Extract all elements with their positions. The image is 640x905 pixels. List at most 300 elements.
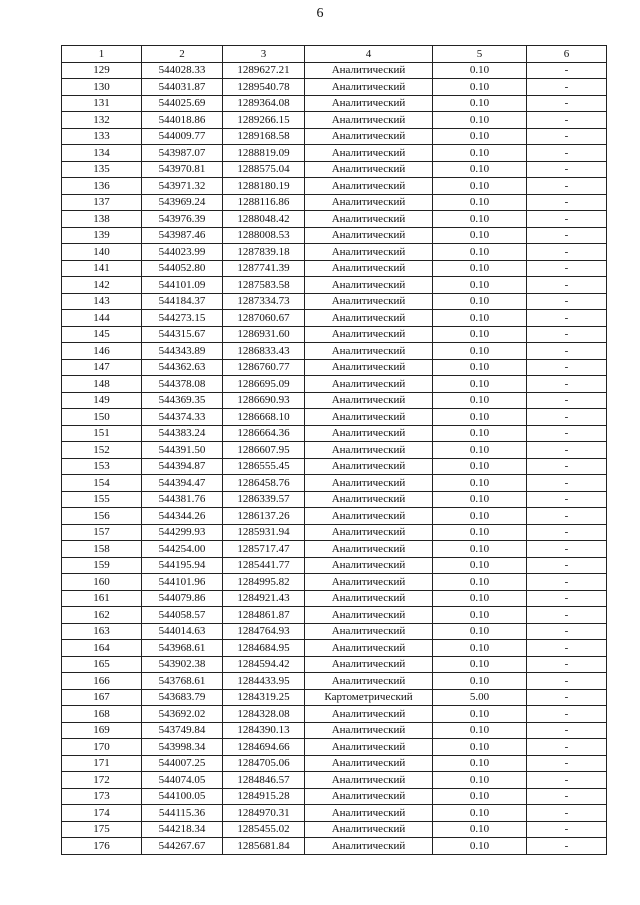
y-coordinate-cell: 1286607.95 (223, 442, 305, 459)
y-coordinate-cell: 1286664.36 (223, 425, 305, 442)
method-cell: Аналитический (305, 62, 433, 79)
note-cell: - (527, 755, 607, 772)
table-row (62, 508, 607, 525)
note-cell: - (527, 805, 607, 822)
method-cell: Аналитический (305, 112, 433, 129)
y-coordinate-cell: 1284390.13 (223, 722, 305, 739)
accuracy-cell: 0.10 (433, 838, 527, 855)
x-coordinate-cell: 543768.61 (142, 673, 223, 690)
table-row (62, 227, 607, 244)
table-row (62, 640, 607, 657)
y-coordinate-cell: 1285455.02 (223, 821, 305, 838)
point-number-cell: 164 (62, 640, 142, 657)
method-cell: Аналитический (305, 739, 433, 756)
table-row (62, 161, 607, 178)
accuracy-cell: 0.10 (433, 805, 527, 822)
x-coordinate-cell: 544014.63 (142, 623, 223, 640)
x-coordinate-cell: 544074.05 (142, 772, 223, 789)
table-row (62, 689, 607, 706)
x-coordinate-cell: 544273.15 (142, 310, 223, 327)
y-coordinate-cell: 1286931.60 (223, 326, 305, 343)
method-cell: Аналитический (305, 244, 433, 261)
table-row (62, 343, 607, 360)
note-cell: - (527, 607, 607, 624)
point-number-cell: 132 (62, 112, 142, 129)
x-coordinate-cell: 544058.57 (142, 607, 223, 624)
note-cell: - (527, 722, 607, 739)
note-cell: - (527, 376, 607, 393)
x-coordinate-cell: 544101.96 (142, 574, 223, 591)
method-cell: Аналитический (305, 590, 433, 607)
method-cell: Аналитический (305, 640, 433, 657)
point-number-cell: 169 (62, 722, 142, 739)
method-cell: Аналитический (305, 772, 433, 789)
x-coordinate-cell: 544383.24 (142, 425, 223, 442)
point-number-cell: 148 (62, 376, 142, 393)
accuracy-cell: 0.10 (433, 442, 527, 459)
y-coordinate-cell: 1286458.76 (223, 475, 305, 492)
y-coordinate-cell: 1288116.86 (223, 194, 305, 211)
note-cell: - (527, 310, 607, 327)
x-coordinate-cell: 544299.93 (142, 524, 223, 541)
y-coordinate-cell: 1286668.10 (223, 409, 305, 426)
point-number-cell: 147 (62, 359, 142, 376)
accuracy-cell: 0.10 (433, 244, 527, 261)
accuracy-cell: 0.10 (433, 772, 527, 789)
accuracy-cell: 0.10 (433, 590, 527, 607)
x-coordinate-cell: 544115.36 (142, 805, 223, 822)
point-number-cell: 172 (62, 772, 142, 789)
note-cell: - (527, 788, 607, 805)
y-coordinate-cell: 1287583.58 (223, 277, 305, 294)
point-number-cell: 159 (62, 557, 142, 574)
table-row (62, 145, 607, 162)
y-coordinate-cell: 1284433.95 (223, 673, 305, 690)
accuracy-cell: 0.10 (433, 623, 527, 640)
table-row (62, 673, 607, 690)
x-coordinate-cell: 543998.34 (142, 739, 223, 756)
y-coordinate-cell: 1288048.42 (223, 211, 305, 228)
note-cell: - (527, 772, 607, 789)
method-cell: Аналитический (305, 442, 433, 459)
point-number-cell: 143 (62, 293, 142, 310)
accuracy-cell: 0.10 (433, 392, 527, 409)
y-coordinate-cell: 1284694.66 (223, 739, 305, 756)
table-row (62, 95, 607, 112)
accuracy-cell: 0.10 (433, 425, 527, 442)
note-cell: - (527, 277, 607, 294)
point-number-cell: 176 (62, 838, 142, 855)
point-number-cell: 144 (62, 310, 142, 327)
y-coordinate-cell: 1289540.78 (223, 79, 305, 96)
note-cell: - (527, 838, 607, 855)
accuracy-cell: 0.10 (433, 706, 527, 723)
y-coordinate-cell: 1284328.08 (223, 706, 305, 723)
point-number-cell: 168 (62, 706, 142, 723)
table-row (62, 722, 607, 739)
method-cell: Аналитический (305, 574, 433, 591)
x-coordinate-cell: 544184.37 (142, 293, 223, 310)
note-cell: - (527, 491, 607, 508)
method-cell: Аналитический (305, 607, 433, 624)
method-cell: Аналитический (305, 277, 433, 294)
coordinates-table (61, 45, 607, 855)
table-row (62, 128, 607, 145)
x-coordinate-cell: 544254.00 (142, 541, 223, 558)
x-coordinate-cell: 543971.32 (142, 178, 223, 195)
point-number-cell: 154 (62, 475, 142, 492)
y-coordinate-cell: 1287334.73 (223, 293, 305, 310)
y-coordinate-cell: 1285441.77 (223, 557, 305, 574)
accuracy-cell: 0.10 (433, 541, 527, 558)
x-coordinate-cell: 544267.67 (142, 838, 223, 855)
x-coordinate-cell: 543970.81 (142, 161, 223, 178)
note-cell: - (527, 821, 607, 838)
table-row (62, 838, 607, 855)
note-cell: - (527, 541, 607, 558)
accuracy-cell: 0.10 (433, 491, 527, 508)
x-coordinate-cell: 544394.47 (142, 475, 223, 492)
note-cell: - (527, 425, 607, 442)
point-number-cell: 142 (62, 277, 142, 294)
note-cell: - (527, 623, 607, 640)
note-cell: - (527, 194, 607, 211)
method-cell: Аналитический (305, 128, 433, 145)
table-row (62, 326, 607, 343)
x-coordinate-cell: 544028.33 (142, 62, 223, 79)
method-cell: Аналитический (305, 161, 433, 178)
note-cell: - (527, 343, 607, 360)
method-cell: Аналитический (305, 79, 433, 96)
note-cell: - (527, 178, 607, 195)
note-cell: - (527, 128, 607, 145)
point-number-cell: 162 (62, 607, 142, 624)
point-number-cell: 152 (62, 442, 142, 459)
x-coordinate-cell: 544315.67 (142, 326, 223, 343)
table-row (62, 805, 607, 822)
point-number-cell: 158 (62, 541, 142, 558)
table-row (62, 211, 607, 228)
note-cell: - (527, 359, 607, 376)
table-header-row (62, 46, 607, 63)
point-number-cell: 150 (62, 409, 142, 426)
method-cell: Аналитический (305, 194, 433, 211)
method-cell: Аналитический (305, 656, 433, 673)
x-coordinate-cell: 544218.34 (142, 821, 223, 838)
x-coordinate-cell: 544031.87 (142, 79, 223, 96)
method-cell: Аналитический (305, 359, 433, 376)
table-row (62, 739, 607, 756)
accuracy-cell: 0.10 (433, 161, 527, 178)
table-row (62, 178, 607, 195)
accuracy-cell: 0.10 (433, 475, 527, 492)
accuracy-cell: 0.10 (433, 343, 527, 360)
x-coordinate-cell: 544025.69 (142, 95, 223, 112)
table-row (62, 194, 607, 211)
point-number-cell: 156 (62, 508, 142, 525)
accuracy-cell: 0.10 (433, 739, 527, 756)
table-row (62, 623, 607, 640)
column-header: 4 (305, 46, 433, 63)
method-cell: Аналитический (305, 343, 433, 360)
note-cell: - (527, 326, 607, 343)
x-coordinate-cell: 544394.87 (142, 458, 223, 475)
accuracy-cell: 0.10 (433, 277, 527, 294)
x-coordinate-cell: 543749.84 (142, 722, 223, 739)
table-row (62, 607, 607, 624)
table-row (62, 293, 607, 310)
method-cell: Аналитический (305, 788, 433, 805)
table-row (62, 392, 607, 409)
y-coordinate-cell: 1289266.15 (223, 112, 305, 129)
method-cell: Аналитический (305, 755, 433, 772)
point-number-cell: 146 (62, 343, 142, 360)
x-coordinate-cell: 544079.86 (142, 590, 223, 607)
accuracy-cell: 0.10 (433, 574, 527, 591)
note-cell: - (527, 557, 607, 574)
point-number-cell: 130 (62, 79, 142, 96)
point-number-cell: 165 (62, 656, 142, 673)
x-coordinate-cell: 544100.05 (142, 788, 223, 805)
y-coordinate-cell: 1288008.53 (223, 227, 305, 244)
x-coordinate-cell: 543987.07 (142, 145, 223, 162)
method-cell: Аналитический (305, 310, 433, 327)
method-cell: Аналитический (305, 541, 433, 558)
accuracy-cell: 0.10 (433, 821, 527, 838)
accuracy-cell: 0.10 (433, 557, 527, 574)
accuracy-cell: 0.10 (433, 755, 527, 772)
accuracy-cell: 0.10 (433, 145, 527, 162)
y-coordinate-cell: 1284764.93 (223, 623, 305, 640)
point-number-cell: 129 (62, 62, 142, 79)
accuracy-cell: 0.10 (433, 95, 527, 112)
point-number-cell: 163 (62, 623, 142, 640)
table-row (62, 310, 607, 327)
y-coordinate-cell: 1284861.87 (223, 607, 305, 624)
point-number-cell: 171 (62, 755, 142, 772)
table-row (62, 821, 607, 838)
point-number-cell: 157 (62, 524, 142, 541)
method-cell: Аналитический (305, 326, 433, 343)
method-cell: Аналитический (305, 145, 433, 162)
column-header: 1 (62, 46, 142, 63)
accuracy-cell: 0.10 (433, 524, 527, 541)
method-cell: Аналитический (305, 524, 433, 541)
note-cell: - (527, 689, 607, 706)
y-coordinate-cell: 1284594.42 (223, 656, 305, 673)
note-cell: - (527, 211, 607, 228)
note-cell: - (527, 574, 607, 591)
y-coordinate-cell: 1284319.25 (223, 689, 305, 706)
accuracy-cell: 0.10 (433, 673, 527, 690)
note-cell: - (527, 161, 607, 178)
table-body (62, 62, 607, 854)
x-coordinate-cell: 543692.02 (142, 706, 223, 723)
accuracy-cell: 0.10 (433, 656, 527, 673)
table-row (62, 491, 607, 508)
y-coordinate-cell: 1284846.57 (223, 772, 305, 789)
table-row (62, 409, 607, 426)
note-cell: - (527, 392, 607, 409)
y-coordinate-cell: 1287741.39 (223, 260, 305, 277)
method-cell: Аналитический (305, 376, 433, 393)
note-cell: - (527, 673, 607, 690)
table-row (62, 557, 607, 574)
note-cell: - (527, 590, 607, 607)
accuracy-cell: 0.10 (433, 640, 527, 657)
y-coordinate-cell: 1289364.08 (223, 95, 305, 112)
y-coordinate-cell: 1287060.67 (223, 310, 305, 327)
point-number-cell: 133 (62, 128, 142, 145)
x-coordinate-cell: 543968.61 (142, 640, 223, 657)
x-coordinate-cell: 544374.33 (142, 409, 223, 426)
accuracy-cell: 0.10 (433, 310, 527, 327)
accuracy-cell: 0.10 (433, 79, 527, 96)
method-cell: Аналитический (305, 491, 433, 508)
note-cell: - (527, 508, 607, 525)
accuracy-cell: 0.10 (433, 359, 527, 376)
column-header: 6 (527, 46, 607, 63)
note-cell: - (527, 260, 607, 277)
y-coordinate-cell: 1284921.43 (223, 590, 305, 607)
point-number-cell: 174 (62, 805, 142, 822)
point-number-cell: 145 (62, 326, 142, 343)
accuracy-cell: 0.10 (433, 178, 527, 195)
point-number-cell: 139 (62, 227, 142, 244)
point-number-cell: 135 (62, 161, 142, 178)
table-row (62, 656, 607, 673)
column-header: 2 (142, 46, 223, 63)
method-cell: Аналитический (305, 706, 433, 723)
note-cell: - (527, 640, 607, 657)
note-cell: - (527, 458, 607, 475)
y-coordinate-cell: 1284970.31 (223, 805, 305, 822)
accuracy-cell: 0.10 (433, 326, 527, 343)
x-coordinate-cell: 544378.08 (142, 376, 223, 393)
accuracy-cell: 0.10 (433, 376, 527, 393)
point-number-cell: 136 (62, 178, 142, 195)
y-coordinate-cell: 1286690.93 (223, 392, 305, 409)
table-row (62, 590, 607, 607)
x-coordinate-cell: 544007.25 (142, 755, 223, 772)
method-cell: Аналитический (305, 805, 433, 822)
table-row (62, 755, 607, 772)
method-cell: Аналитический (305, 293, 433, 310)
x-coordinate-cell: 544391.50 (142, 442, 223, 459)
table-row (62, 376, 607, 393)
accuracy-cell: 0.10 (433, 788, 527, 805)
accuracy-cell: 0.10 (433, 194, 527, 211)
accuracy-cell: 0.10 (433, 260, 527, 277)
x-coordinate-cell: 543683.79 (142, 689, 223, 706)
x-coordinate-cell: 544381.76 (142, 491, 223, 508)
y-coordinate-cell: 1286760.77 (223, 359, 305, 376)
y-coordinate-cell: 1286833.43 (223, 343, 305, 360)
table-row (62, 524, 607, 541)
table-row (62, 442, 607, 459)
table-row (62, 62, 607, 79)
point-number-cell: 134 (62, 145, 142, 162)
table-row (62, 112, 607, 129)
x-coordinate-cell: 543987.46 (142, 227, 223, 244)
table-row (62, 574, 607, 591)
note-cell: - (527, 244, 607, 261)
method-cell: Аналитический (305, 623, 433, 640)
method-cell: Аналитический (305, 211, 433, 228)
accuracy-cell: 0.10 (433, 508, 527, 525)
note-cell: - (527, 79, 607, 96)
accuracy-cell: 0.10 (433, 607, 527, 624)
y-coordinate-cell: 1288819.09 (223, 145, 305, 162)
accuracy-cell: 0.10 (433, 722, 527, 739)
y-coordinate-cell: 1286555.45 (223, 458, 305, 475)
point-number-cell: 137 (62, 194, 142, 211)
table-row (62, 788, 607, 805)
table-row (62, 425, 607, 442)
method-cell: Аналитический (305, 392, 433, 409)
method-cell: Аналитический (305, 260, 433, 277)
accuracy-cell: 0.10 (433, 227, 527, 244)
y-coordinate-cell: 1286695.09 (223, 376, 305, 393)
table-row (62, 706, 607, 723)
accuracy-cell: 0.10 (433, 409, 527, 426)
x-coordinate-cell: 543902.38 (142, 656, 223, 673)
note-cell: - (527, 409, 607, 426)
point-number-cell: 175 (62, 821, 142, 838)
y-coordinate-cell: 1288180.19 (223, 178, 305, 195)
note-cell: - (527, 145, 607, 162)
note-cell: - (527, 112, 607, 129)
y-coordinate-cell: 1284705.06 (223, 755, 305, 772)
point-number-cell: 131 (62, 95, 142, 112)
table-row (62, 277, 607, 294)
method-cell: Аналитический (305, 458, 433, 475)
table-row (62, 244, 607, 261)
x-coordinate-cell: 543976.39 (142, 211, 223, 228)
point-number-cell: 153 (62, 458, 142, 475)
y-coordinate-cell: 1284915.28 (223, 788, 305, 805)
point-number-cell: 167 (62, 689, 142, 706)
point-number-cell: 161 (62, 590, 142, 607)
method-cell: Аналитический (305, 178, 433, 195)
accuracy-cell: 0.10 (433, 62, 527, 79)
note-cell: - (527, 442, 607, 459)
table-row (62, 458, 607, 475)
note-cell: - (527, 62, 607, 79)
point-number-cell: 160 (62, 574, 142, 591)
method-cell: Аналитический (305, 475, 433, 492)
table-row (62, 260, 607, 277)
y-coordinate-cell: 1285681.84 (223, 838, 305, 855)
page-number: 6 (316, 6, 324, 21)
accuracy-cell: 5.00 (433, 689, 527, 706)
method-cell: Аналитический (305, 425, 433, 442)
method-cell: Аналитический (305, 557, 433, 574)
point-number-cell: 170 (62, 739, 142, 756)
x-coordinate-cell: 544344.26 (142, 508, 223, 525)
point-number-cell: 166 (62, 673, 142, 690)
column-header: 5 (433, 46, 527, 63)
accuracy-cell: 0.10 (433, 128, 527, 145)
method-cell: Аналитический (305, 838, 433, 855)
y-coordinate-cell: 1287839.18 (223, 244, 305, 261)
table-row (62, 79, 607, 96)
method-cell: Аналитический (305, 722, 433, 739)
point-number-cell: 141 (62, 260, 142, 277)
method-cell: Аналитический (305, 821, 433, 838)
method-cell: Аналитический (305, 95, 433, 112)
note-cell: - (527, 739, 607, 756)
